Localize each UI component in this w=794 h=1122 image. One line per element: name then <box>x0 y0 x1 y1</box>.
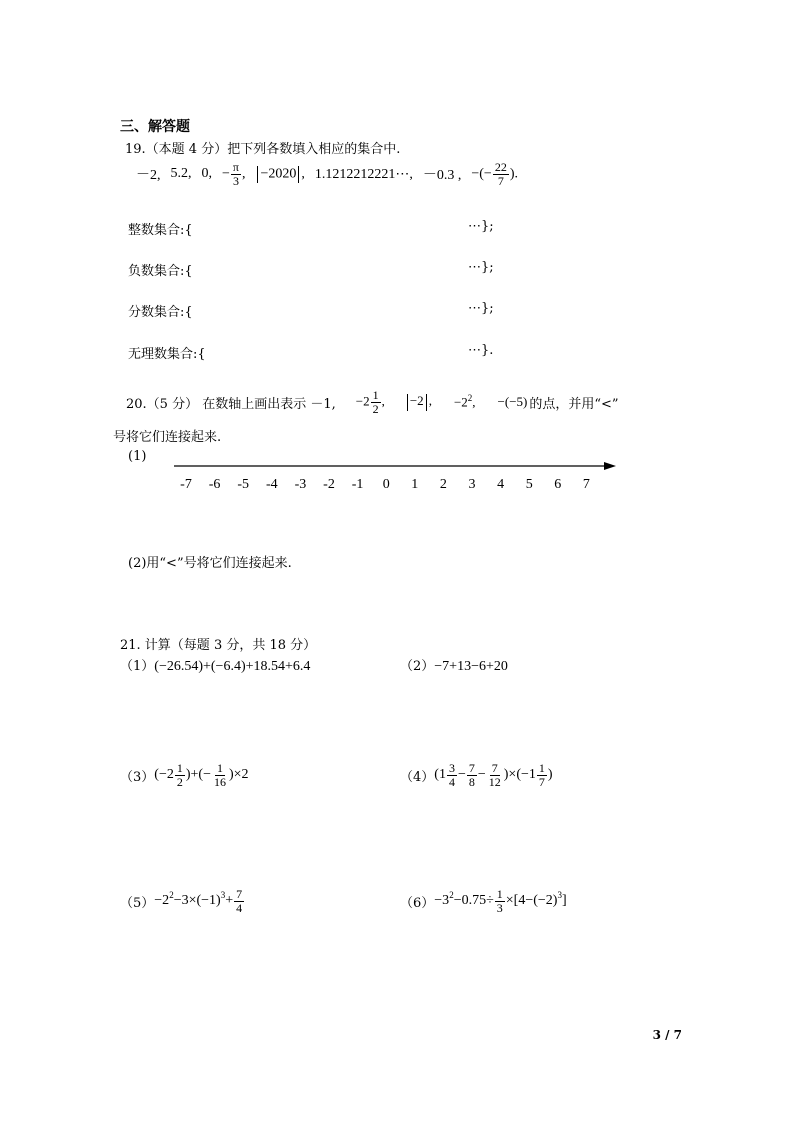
q21-problem-1 <box>120 655 310 675</box>
q19-num-4-fraction <box>231 161 241 188</box>
q19-num-6: 1.1212212221⋯, <box>314 166 413 182</box>
number-line-tick-label: 6 <box>554 477 562 492</box>
q20-negation: −(−5) <box>497 394 528 409</box>
q21-p3-fraction-a <box>175 762 185 789</box>
q21-p2-label: （2） <box>400 659 435 674</box>
numerator: 7 <box>468 760 475 775</box>
denominator: 3 <box>496 900 503 915</box>
q21-p4-fraction-b <box>467 762 477 789</box>
q21-p5-fraction <box>234 888 244 915</box>
q21-p3-part-c: )×2 <box>228 767 249 782</box>
q21-p4-label: （4） <box>400 769 435 785</box>
q19-num-8-fraction <box>493 161 509 188</box>
page-number: 3 / 7 <box>652 1028 682 1042</box>
q20-stem-a: 20.（5 分） 在数轴上画出表示 －1, <box>126 396 336 412</box>
q21-problem-5 <box>120 884 245 918</box>
q21-p5-exponent-a: 2 <box>169 890 174 900</box>
q21-problem-4 <box>400 758 553 792</box>
q19-stem: 19.（本题 4 分）把下列各数填入相应的集合中. <box>125 142 401 157</box>
set-negatives-label: 负数集合:{ <box>128 264 193 279</box>
q20-mixed-denominator: 2 <box>372 401 379 416</box>
q19-num-5-value: −2020 <box>260 166 297 182</box>
q21-p5-exponent-b: 3 <box>220 890 226 900</box>
denominator: 8 <box>468 774 475 789</box>
number-line-tick-label: 4 <box>497 477 505 492</box>
q19-num-8-denominator: 7 <box>497 173 504 188</box>
numerator: 7 <box>236 886 243 901</box>
number-line-tick-label: 2 <box>439 477 447 492</box>
q19-num-4 <box>222 161 245 188</box>
q19-number-list <box>136 158 518 190</box>
q20-part1-label: (1) <box>128 449 147 464</box>
numerator: 1 <box>176 760 183 775</box>
q21-p4-part-b: − <box>457 767 466 782</box>
q19-num-8-post: ). <box>509 166 518 182</box>
q20-comma: , <box>381 392 385 408</box>
set-integers-end: ⋯}; <box>468 219 494 234</box>
q21-p6-part-a: −3 <box>434 893 450 908</box>
q20-mixed-whole: −2 <box>355 392 370 408</box>
numerator: 1 <box>216 760 223 775</box>
q21-p6-part-b: −0.75÷ <box>453 893 494 908</box>
q21-p6-part-d: ] <box>561 893 567 908</box>
abs-bar-left <box>257 166 258 183</box>
q20-mixed-numerator: 1 <box>372 387 379 402</box>
q21-p4-part-c: − <box>477 767 486 782</box>
q19-num-1: －2, <box>136 168 161 183</box>
q21-p5-part-c: + <box>225 893 234 908</box>
q21-p6-fraction <box>495 888 505 915</box>
number-line-tick-label: 0 <box>382 477 390 492</box>
abs-bar-left <box>407 394 408 411</box>
q19-num-5-comma: , <box>301 166 305 182</box>
q20-comma: , <box>472 394 476 410</box>
q19-num-3: 0, <box>201 166 212 181</box>
q21-p4-part-a: (1 <box>434 767 446 782</box>
q19-num-2: 5.2, <box>170 166 192 181</box>
q19-num-4-comma: , <box>241 166 246 182</box>
q21-problem-6 <box>400 884 567 918</box>
q21-p6-part-c: ×[4−(−2) <box>505 893 558 908</box>
number-line-tick-label: 7 <box>582 477 590 492</box>
q20-part2: (2)用“<”号将它们连接起来. <box>128 556 292 571</box>
q19-num-4-numerator: π <box>232 159 239 174</box>
number-line-ticks <box>180 477 590 492</box>
q19-num-8 <box>471 161 518 188</box>
q21-p5-part-a: −2 <box>154 893 170 908</box>
numerator: 1 <box>538 760 545 775</box>
q21-p6-exponent-c: 3 <box>557 890 562 900</box>
number-line <box>170 456 620 496</box>
q21-p4-fraction-d <box>537 762 547 789</box>
q20-stem-c: 号将它们连接起来. <box>113 430 222 445</box>
q21-p1-label: （1） <box>120 659 155 674</box>
q21-p6-exponent-a: 2 <box>449 890 454 900</box>
q21-problem-2 <box>400 655 508 675</box>
number-line-tick-label: 5 <box>525 477 533 492</box>
set-integers-label: 整数集合:{ <box>128 223 193 238</box>
q20-mixed-number <box>356 389 385 416</box>
number-line-arrow-icon <box>604 462 616 470</box>
q21-p4-fraction-a <box>447 762 457 789</box>
section-heading: 三、解答题 <box>120 119 190 135</box>
q20-abs-inner: −2 <box>409 393 424 409</box>
q20-abs-value <box>405 393 432 411</box>
number-line-tick-label: -4 <box>265 477 278 492</box>
set-negatives-end: ⋯}; <box>468 260 494 275</box>
q20-power-base: −2 <box>453 394 468 410</box>
q20-comma: , <box>428 393 432 409</box>
q20-stem-line <box>126 386 619 418</box>
number-line-tick-label: 1 <box>411 477 419 492</box>
q21-p5-label: （5） <box>120 895 155 911</box>
q21-p6-label: （6） <box>400 895 435 911</box>
set-irrationals-label: 无理数集合:{ <box>128 347 206 362</box>
denominator: 7 <box>538 774 545 789</box>
q20-stem-b: 的点，并用“<” <box>529 396 619 412</box>
q21-p3-label: （3） <box>120 769 155 785</box>
q21-stem: 21. 计算（每题 3 分，共 18 分） <box>120 638 317 653</box>
denominator: 4 <box>236 900 243 915</box>
q19-num-8-pre: −(− <box>471 166 492 182</box>
numerator: 7 <box>491 760 498 775</box>
q19-num-5 <box>255 166 304 183</box>
number-line-tick-label: -7 <box>180 477 192 492</box>
q20-power-exponent: 2 <box>467 393 473 404</box>
q19-num-7: －0.3 , <box>422 168 462 183</box>
number-line-tick-label: -3 <box>294 477 307 492</box>
number-line-tick-label: -6 <box>208 477 221 492</box>
q21-p2-expression: −7+13−6+20 <box>434 659 508 674</box>
q19-num-4-sign: − <box>222 166 230 182</box>
numerator: 1 <box>496 886 503 901</box>
q21-problem-3 <box>120 758 249 792</box>
q21-p4-part-e: ) <box>547 767 553 782</box>
q19-num-8-numerator: 22 <box>494 159 507 174</box>
denominator: 12 <box>488 774 501 789</box>
number-line-tick-label: -5 <box>237 477 250 492</box>
set-fractions-label: 分数集合:{ <box>128 305 193 320</box>
abs-bar-right <box>426 394 427 411</box>
q21-p3-part-b: )+(− <box>185 767 211 782</box>
number-line-tick-label: -1 <box>351 477 364 492</box>
denominator: 2 <box>176 774 183 789</box>
denominator: 16 <box>213 774 226 789</box>
q21-p1-expression: (−26.54)+(−6.4)+18.54+6.4 <box>154 659 311 674</box>
set-fractions-end: ⋯}; <box>468 301 494 316</box>
q21-p4-part-d: )×(−1 <box>503 767 536 782</box>
q20-mixed-fraction <box>371 389 381 416</box>
q21-p5-part-b: −3×(−1) <box>173 893 221 908</box>
q21-p3-fraction-b <box>212 762 228 789</box>
denominator: 4 <box>448 774 455 789</box>
q21-p4-fraction-c <box>487 762 503 789</box>
q21-p3-part-a: (−2 <box>154 767 174 782</box>
set-irrationals-end: ⋯}. <box>468 343 494 358</box>
number-line-tick-label: 3 <box>468 477 476 492</box>
q19-num-4-denominator: 3 <box>232 173 239 188</box>
number-line-tick-label: -2 <box>323 477 335 492</box>
numerator: 3 <box>448 760 455 775</box>
q20-power <box>454 393 476 410</box>
abs-bar-right <box>298 166 299 183</box>
